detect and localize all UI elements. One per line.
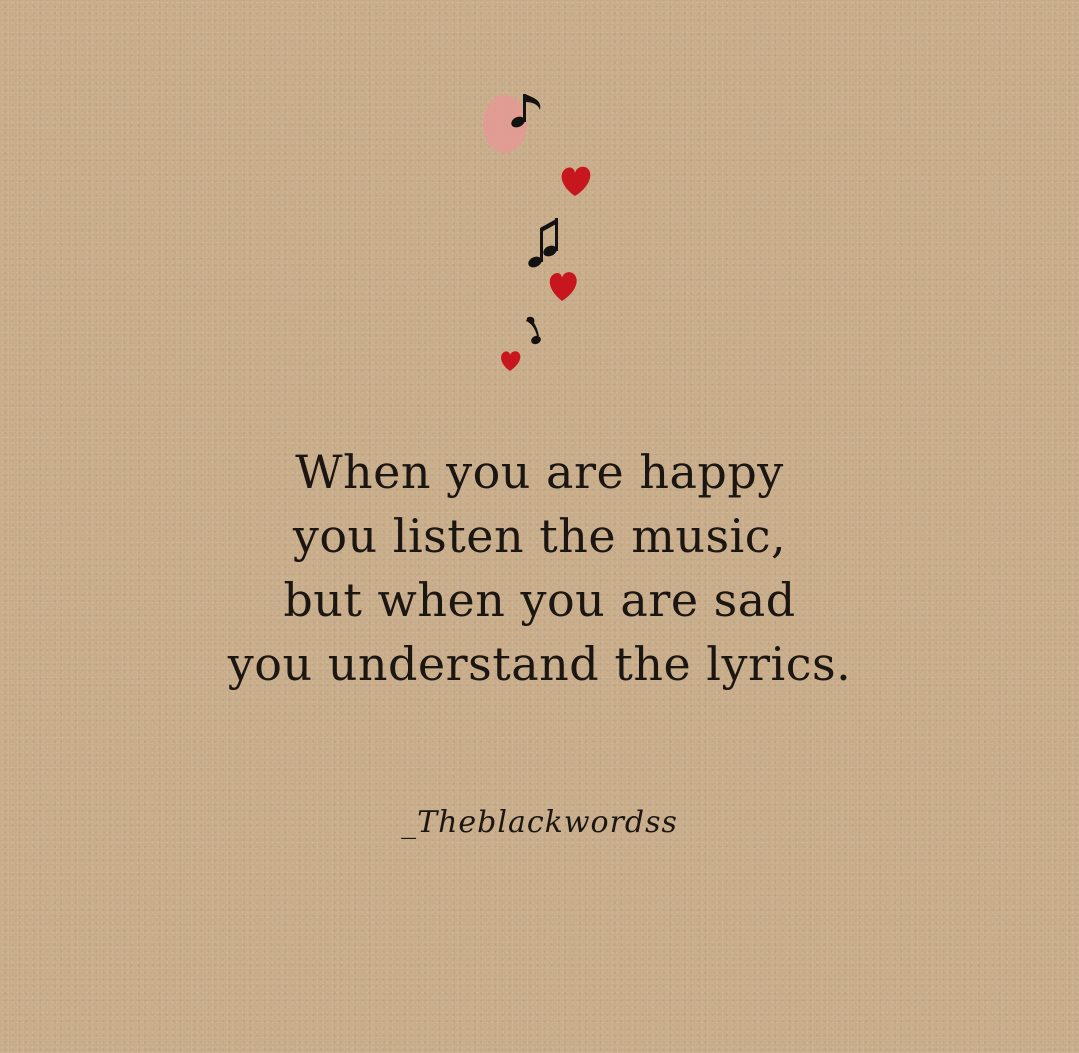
music-note-icon [526,317,542,346]
heart-icon [562,167,591,196]
quote-line: you listen the music, [292,509,787,563]
quote-line: When you are happy [295,445,784,499]
quote-line: you understand the lyrics. [227,637,852,691]
heart-icon [550,272,577,301]
quote-text [0,440,1079,696]
author-signature: _Theblackwordss [401,805,678,840]
music-note-icon [527,218,559,269]
quote-line: but when you are sad [283,573,796,627]
heart-icon [501,351,520,371]
